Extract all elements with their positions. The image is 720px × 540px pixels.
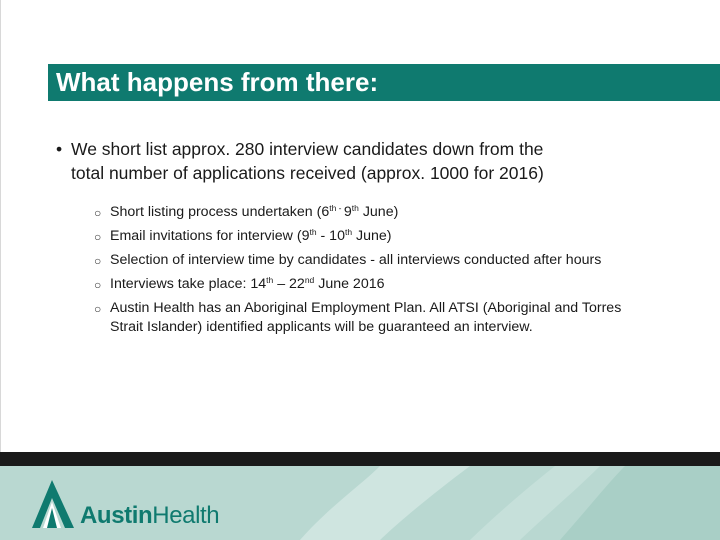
sub-bullet-circle-icon: ○ xyxy=(94,206,102,220)
bullet-dot-icon: • xyxy=(56,139,63,159)
austin-health-logo-mark-icon xyxy=(30,480,78,530)
sub-bullet-aboriginal-plan: ○ Austin Health has an Aboriginal Employment Plan. All ATSI (Aboriginal and Torres Strait Islander) identified applicants will be guaranteed an interview. xyxy=(94,300,622,335)
austin-health-logo xyxy=(30,480,240,534)
sub-bullet-circle-icon: ○ xyxy=(94,254,102,268)
sub-bullet-interview-dates: ○ Interviews take place: 14th – 22nd June 2016 xyxy=(94,275,656,294)
austin-health-logo-text: AustinHealth xyxy=(80,502,220,529)
sub-bullet-list xyxy=(56,203,656,337)
sub-bullet-circle-icon: ○ xyxy=(94,278,102,292)
sub-bullet-circle-icon: ○ xyxy=(94,302,102,316)
slide-title: What happens from there: xyxy=(56,67,379,97)
main-bullet-line-1: We short list approx. 280 interview candidates down from the xyxy=(71,139,544,159)
sub-bullet-interview-selection: ○ Selection of interview time by candidates - all interviews conducted after hours xyxy=(94,251,656,270)
main-bullet-line-2: total number of applications received (approx. 1000 for 2016) xyxy=(71,163,544,183)
slide-content xyxy=(56,137,656,342)
sub-bullet-email-invitations: ○ Email invitations for interview (9th - 10th June) xyxy=(94,227,656,246)
slide-left-border xyxy=(0,0,1,455)
title-bar xyxy=(48,64,720,101)
footer-divider xyxy=(0,452,720,466)
sub-bullet-circle-icon: ○ xyxy=(94,230,102,244)
main-bullet xyxy=(56,137,656,185)
sub-bullet-shortlisting: ○ Short listing process undertaken ($6^{th -}$ 9th June) xyxy=(94,203,656,222)
